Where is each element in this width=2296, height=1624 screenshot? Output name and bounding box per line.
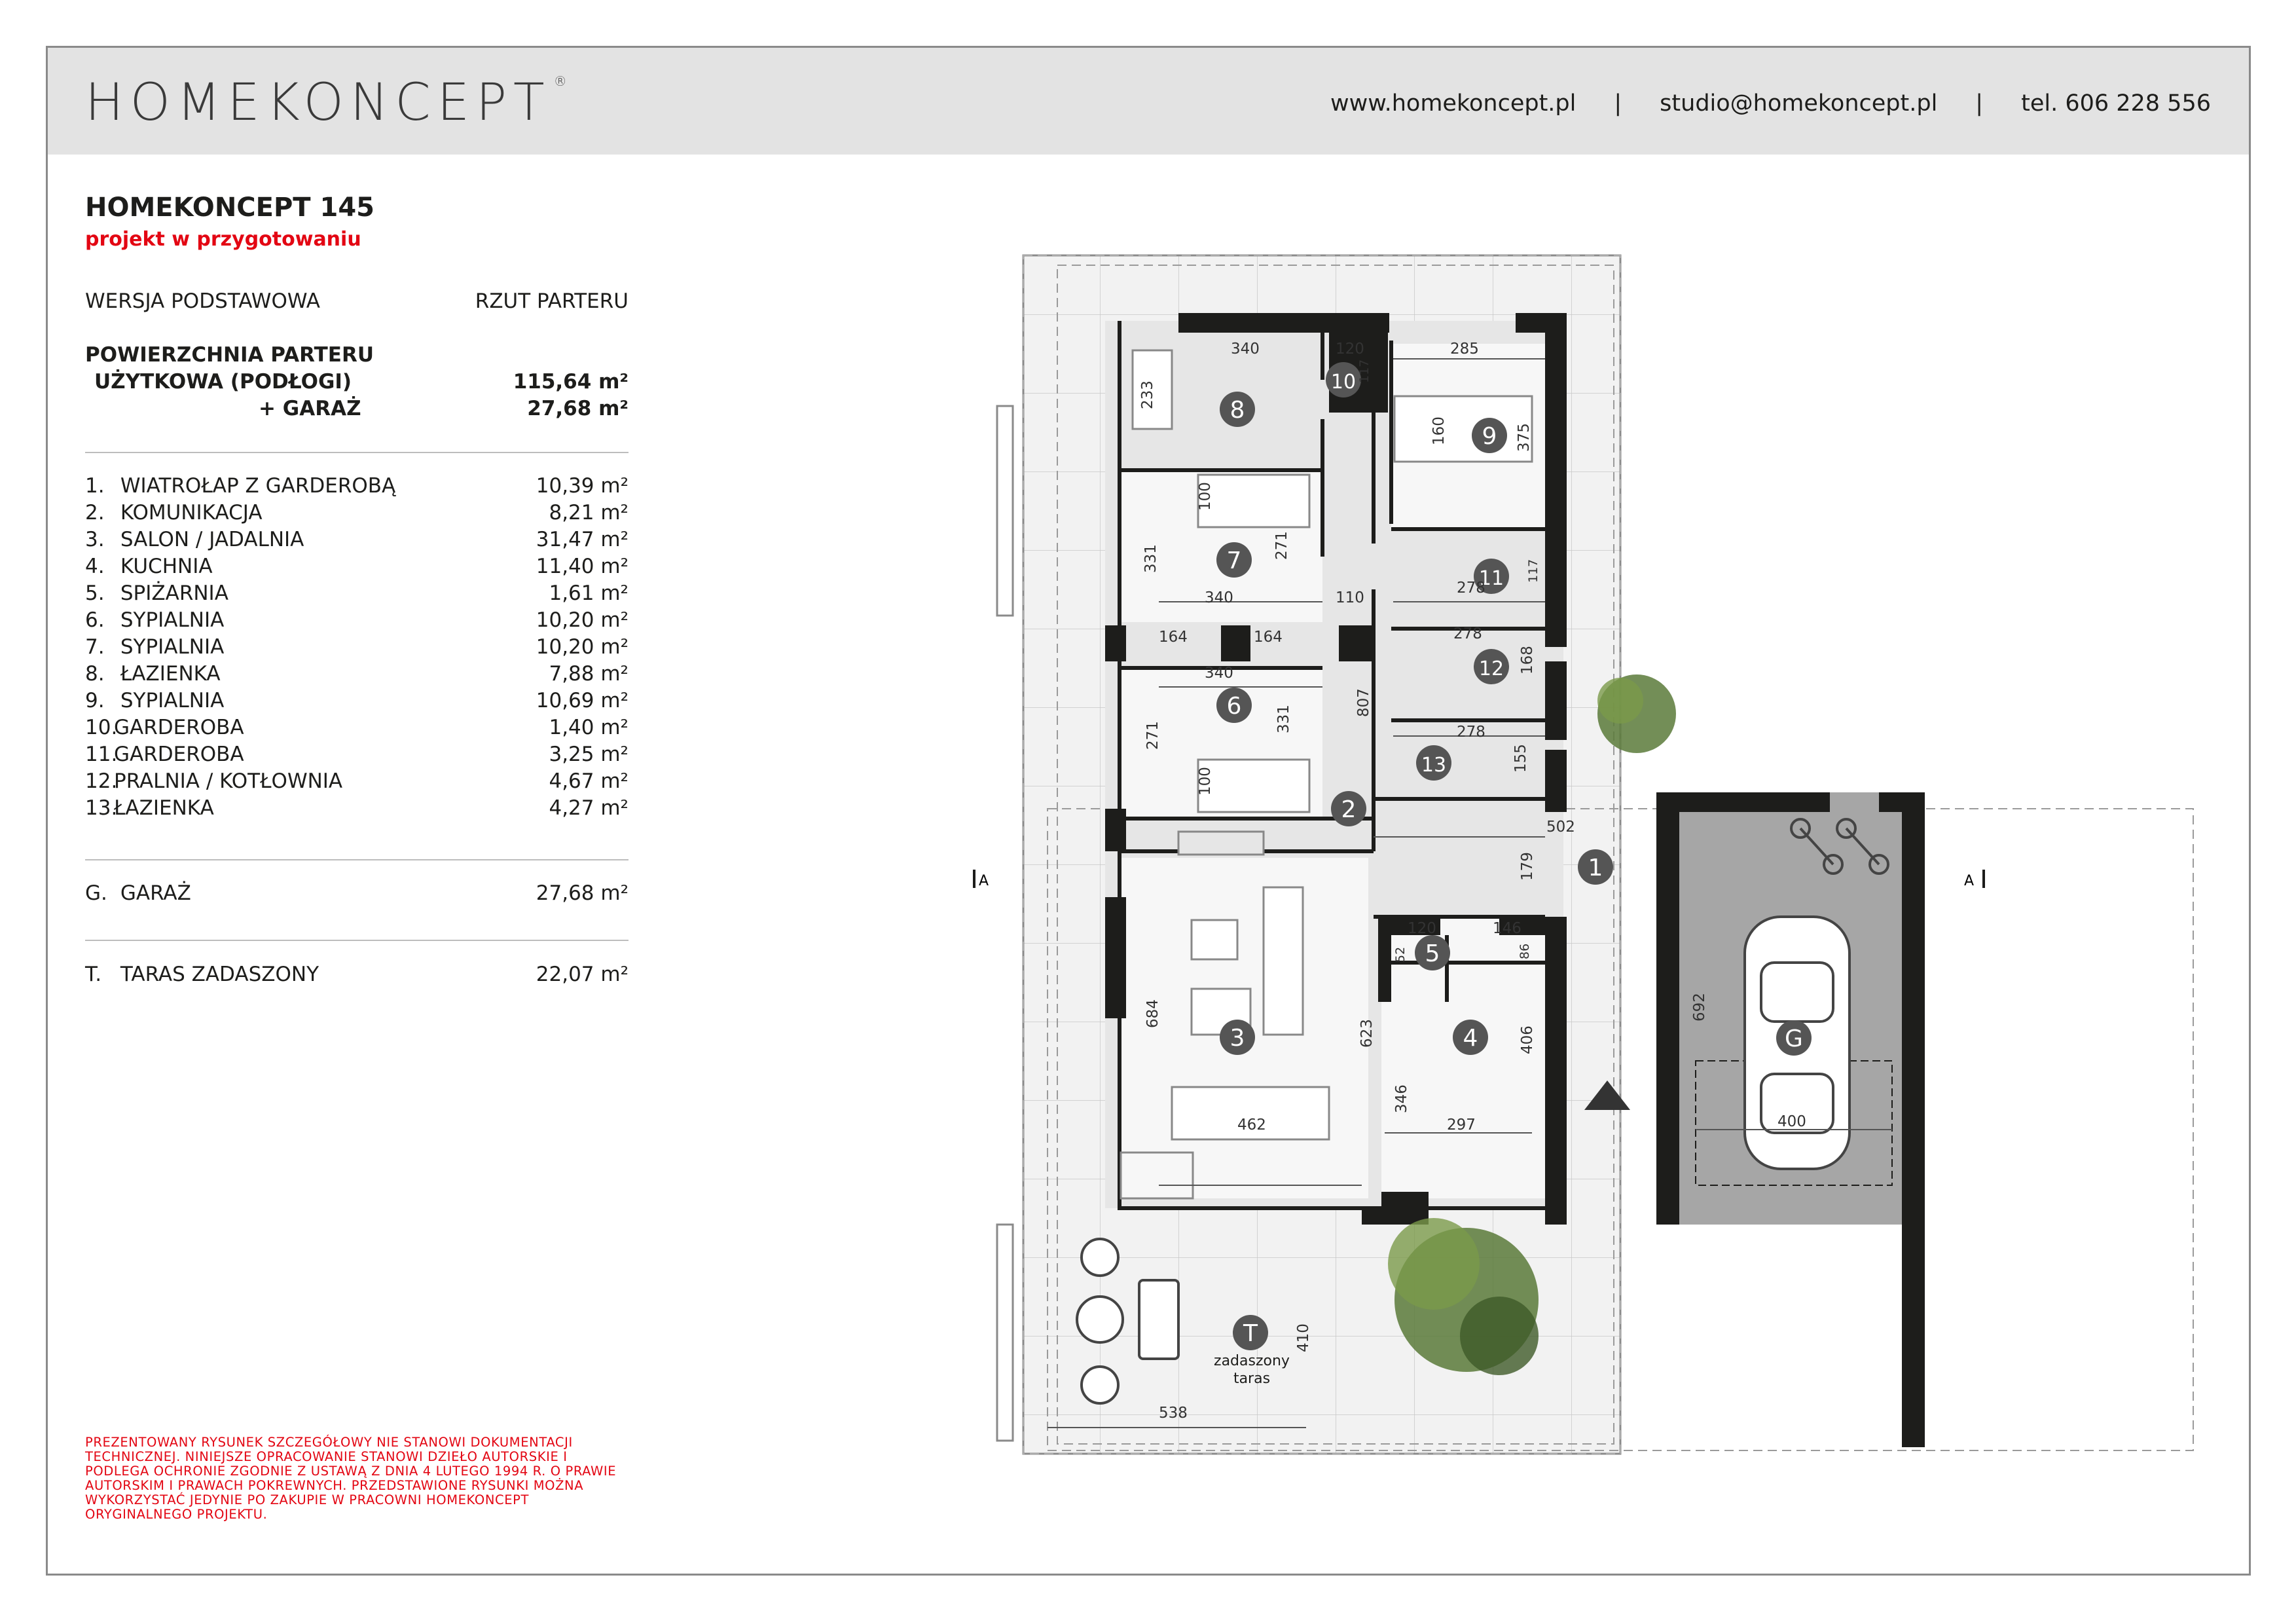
svg-text:5: 5 — [1425, 940, 1440, 967]
svg-text:340: 340 — [1231, 341, 1260, 358]
svg-text:86: 86 — [1518, 943, 1532, 959]
project-status: projekt w przygotowaniu — [85, 228, 361, 251]
svg-text:100: 100 — [1197, 767, 1214, 796]
svg-text:410: 410 — [1295, 1323, 1312, 1352]
svg-text:340: 340 — [1205, 589, 1233, 606]
terrace-row: T. TARAS ZADASZONY 22,07 m² — [85, 963, 629, 986]
room-marker-4 — [1453, 1020, 1488, 1055]
svg-text:120: 120 — [1336, 341, 1364, 358]
svg-text:120: 120 — [1408, 920, 1436, 937]
garage-row: G. GARAŻ 27,68 m² — [85, 881, 629, 905]
svg-text:4: 4 — [1463, 1025, 1478, 1052]
terrace-label: taras — [1233, 1371, 1271, 1387]
svg-text:2: 2 — [1341, 796, 1357, 823]
svg-text:100: 100 — [1197, 482, 1214, 511]
list-item: 8. ŁAZIENKA 7,88 m² — [85, 662, 629, 686]
svg-text:117: 117 — [1526, 559, 1540, 583]
svg-text:346: 346 — [1393, 1084, 1410, 1113]
svg-text:6: 6 — [1226, 693, 1242, 720]
svg-text:406: 406 — [1519, 1025, 1536, 1054]
svg-text:160: 160 — [1430, 416, 1448, 445]
list-item: 13.ŁAZIENKA 4,27 m² — [85, 796, 629, 820]
svg-text:297: 297 — [1447, 1116, 1476, 1134]
room-marker-1 — [1578, 849, 1613, 885]
list-item: 7. SYPIALNIA 10,20 m² — [85, 635, 629, 659]
svg-text:285: 285 — [1450, 341, 1479, 358]
svg-text:179: 179 — [1519, 852, 1536, 881]
svg-text:278: 278 — [1457, 580, 1485, 597]
room-marker-13 — [1416, 745, 1451, 781]
list-item: 5. SPIŻARNIA 1,61 m² — [85, 581, 629, 605]
svg-text:271: 271 — [1144, 721, 1161, 750]
room-marker-8 — [1220, 392, 1255, 427]
registered-mark: ® — [553, 73, 567, 89]
list-item: 11.GARDEROBA 3,25 m² — [85, 743, 629, 766]
svg-text:117: 117 — [1357, 359, 1372, 383]
project-title: HOMEKONCEPT 145 — [85, 193, 374, 223]
room-marker-g — [1776, 1020, 1812, 1056]
website-link[interactable]: www.homekoncept.pl — [1330, 90, 1576, 117]
terrace-label: zadaszony — [1214, 1353, 1290, 1369]
svg-text:623: 623 — [1358, 1019, 1376, 1048]
svg-text:8: 8 — [1230, 397, 1245, 424]
section-marker-right: A — [1964, 873, 1975, 889]
room-marker-7 — [1216, 542, 1252, 578]
tree-icon — [1597, 674, 1676, 753]
list-item: 3. SALON / JADALNIA 31,47 m² — [85, 528, 629, 551]
list-item: 10.GARDEROBA 1,40 m² — [85, 716, 629, 739]
room-marker-5 — [1415, 935, 1450, 970]
area-garage-label: + GARAŻ — [259, 397, 361, 420]
room-marker-9 — [1472, 418, 1507, 453]
svg-text:146: 146 — [1493, 920, 1522, 937]
svg-text:12: 12 — [1478, 657, 1504, 680]
separator: | — [1614, 90, 1622, 117]
separator: | — [1975, 90, 1984, 117]
svg-text:164: 164 — [1254, 629, 1283, 646]
svg-text:400: 400 — [1777, 1113, 1806, 1130]
svg-text:7: 7 — [1226, 547, 1242, 574]
svg-text:168: 168 — [1519, 646, 1536, 674]
svg-text:502: 502 — [1546, 819, 1575, 836]
room-marker-12 — [1474, 649, 1509, 684]
svg-text:692: 692 — [1691, 993, 1708, 1022]
view-label: RZUT PARTERU — [475, 289, 629, 313]
list-item: 4. KUCHNIA 11,40 m² — [85, 555, 629, 578]
area-usable-value: 115,64 m² — [513, 370, 629, 394]
svg-text:110: 110 — [1336, 589, 1364, 606]
area-usable-label: UŻYTKOWA (PODŁOGI) — [94, 370, 352, 394]
svg-text:278: 278 — [1457, 724, 1485, 741]
list-item: 1. WIATROŁAP Z GARDEROBĄ 10,39 m² — [85, 474, 629, 498]
email-link[interactable]: studio@homekoncept.pl — [1660, 90, 1938, 117]
area-garage-value: 27,68 m² — [527, 397, 629, 420]
svg-text:G: G — [1785, 1025, 1803, 1052]
room-marker-2 — [1331, 791, 1366, 826]
svg-text:271: 271 — [1273, 531, 1290, 560]
svg-text:164: 164 — [1159, 629, 1188, 646]
svg-text:9: 9 — [1482, 423, 1497, 450]
svg-text:T: T — [1243, 1320, 1258, 1347]
list-item: 12.PRALNIA / KOTŁOWNIA 4,67 m² — [85, 769, 629, 793]
svg-text:3: 3 — [1230, 1025, 1245, 1052]
list-item: 6. SYPIALNIA 10,20 m² — [85, 608, 629, 632]
phone-number: tel. 606 228 556 — [2021, 90, 2211, 117]
svg-text:684: 684 — [1144, 999, 1161, 1028]
room-marker-6 — [1216, 688, 1252, 723]
svg-text:13: 13 — [1421, 754, 1447, 777]
svg-text:52: 52 — [1393, 946, 1408, 963]
section-marker-left: A — [979, 873, 989, 889]
svg-text:375: 375 — [1516, 423, 1533, 452]
room-marker-3 — [1220, 1020, 1255, 1055]
svg-text:331: 331 — [1142, 544, 1159, 573]
room-marker-10 — [1326, 362, 1361, 397]
svg-text:538: 538 — [1159, 1405, 1188, 1422]
svg-text:1: 1 — [1588, 855, 1603, 881]
svg-text:340: 340 — [1205, 665, 1233, 682]
svg-text:233: 233 — [1139, 380, 1156, 409]
svg-text:278: 278 — [1453, 625, 1482, 642]
svg-text:11: 11 — [1478, 567, 1504, 590]
svg-text:155: 155 — [1512, 744, 1529, 773]
copyright-disclaimer: PREZENTOWANY RYSUNEK SZCZEGÓŁOWY NIE STANOWI DOKUMENTACJI TECHNICZNEJ. NINIEJSZE OPRACOWANIE STANOWI DZIEŁO AUTORSKIE I PODLEGA OCHRONIE ZGODNIE Z USTAWĄ Z DNIA 4 LUTEGO 1994 R. O PRAWIE AUTORSKIM I PRAWACH POKREWNYCH. PRZEDSTAWIONE RYSUNKI MOŻNA WYKORZYSTAĆ JEDYNIE PO ZAKUPIE W PRACOWNI HOMEKONCEPT ORYGINALNEGO PROJEKTU. — [85, 1435, 617, 1522]
area-summary-title: POWIERZCHNIA PARTERU — [85, 343, 374, 367]
list-item: 2. KOMUNIKACJA 8,21 m² — [85, 501, 629, 525]
list-item: 9. SYPIALNIA 10,69 m² — [85, 689, 629, 712]
version-label: WERSJA PODSTAWOWA — [85, 289, 321, 313]
svg-text:10: 10 — [1330, 371, 1357, 394]
svg-text:331: 331 — [1275, 705, 1292, 733]
company-logo: HOMEKONCEPT ® — [85, 73, 567, 132]
svg-text:462: 462 — [1237, 1116, 1266, 1134]
room-marker-t — [1233, 1315, 1268, 1350]
svg-text:807: 807 — [1355, 688, 1372, 717]
